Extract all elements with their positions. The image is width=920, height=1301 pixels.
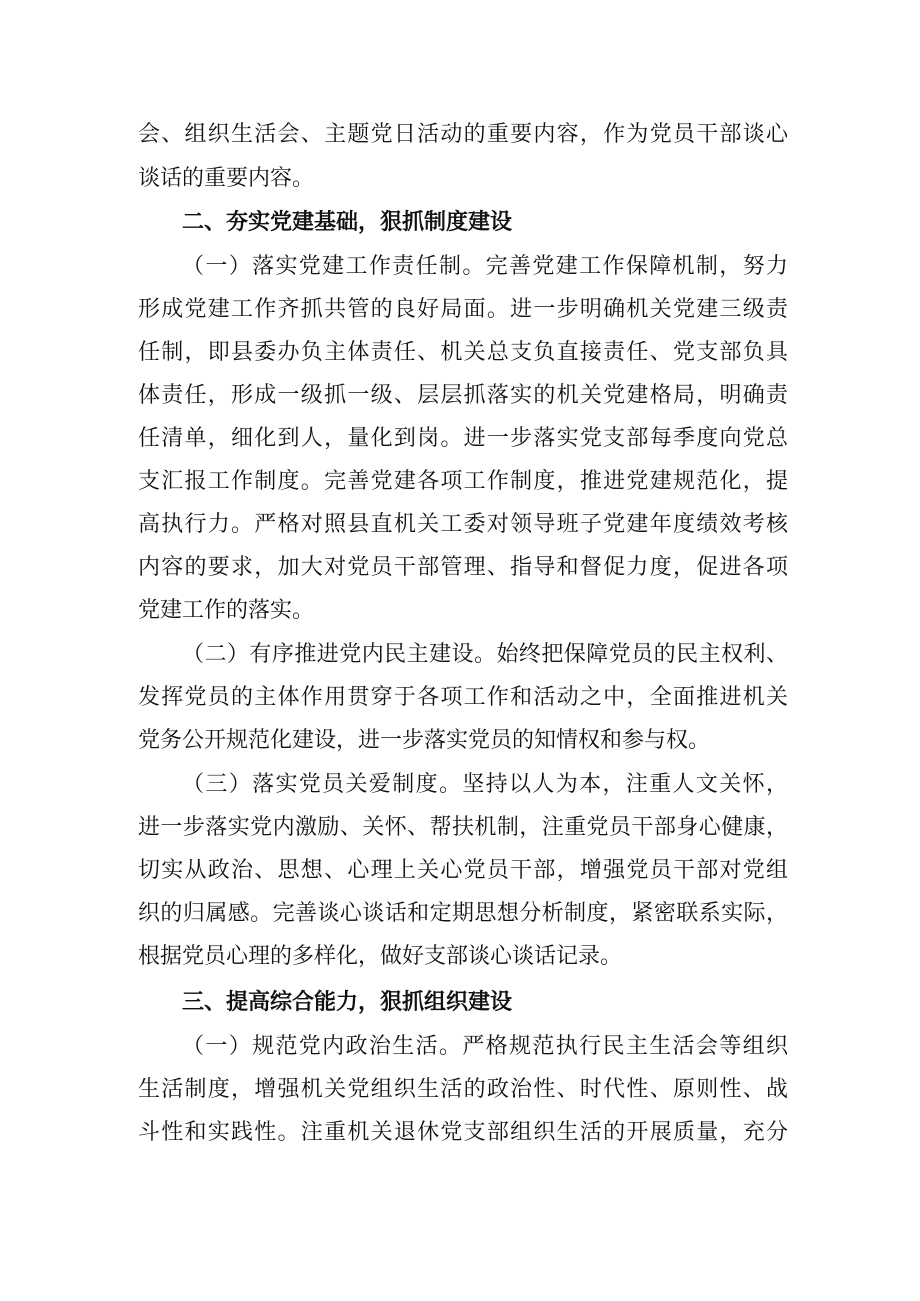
body-text-line: 进一步落实党内激励、关怀、帮扶机制，注重党员干部身心健康， (138, 815, 788, 840)
body-text-line: 发挥党员的主体作用贯穿于各项工作和活动之中，全面推进机关 (138, 685, 788, 710)
body-text-line: 会、组织生活会、主题党日活动的重要内容，作为党员干部谈心 (138, 122, 788, 147)
body-text-line: 党务公开规范化建设，进一步落实党员的知情权和参与权。 (138, 728, 711, 753)
section-heading-2: 二、夯实党建基础，狠抓制度建设 (182, 210, 513, 235)
body-text-line: 高执行力。严格对照县直机关工委对领导班子党建年度绩效考核 (138, 512, 788, 537)
section-heading-3: 三、提高综合能力，狠抓组织建设 (182, 990, 513, 1015)
body-text-line: 党建工作的落实。 (138, 598, 315, 623)
body-text-line: 任制，即县委办负主体责任、机关总支负直接责任、党支部负具 (138, 340, 788, 365)
body-text-line: 体责任，形成一级抓一级、层层抓落实的机关党建格局，明确责 (138, 383, 788, 408)
body-text-line: 斗性和实践性。注重机关退休党支部组织生活的开展质量，充分 (138, 1120, 788, 1145)
paragraph-first-line: （三）落实党员关爱制度。坚持以人为本，注重人文关怀， (182, 772, 788, 797)
body-text-line: 任清单，细化到人，量化到岗。进一步落实党支部每季度向党总 (138, 426, 788, 451)
paragraph-first-line: （一）落实党建工作责任制。完善党建工作保障机制，努力 (182, 254, 788, 279)
body-text-line: 切实从政治、思想、心理上关心党员干部，增强党员干部对党组 (138, 858, 788, 883)
body-text-line: 根据党员心理的多样化，做好支部谈心谈话记录。 (138, 944, 623, 969)
body-text-line: 谈话的重要内容。 (138, 166, 315, 191)
paragraph-first-line: （二）有序推进党内民主建设。始终把保障党员的民主权利、 (182, 642, 788, 667)
paragraph-first-line: （一）规范党内政治生活。严格规范执行民主生活会等组织 (182, 1034, 788, 1059)
body-text-line: 生活制度，增强机关党组织生活的政治性、时代性、原则性、战 (138, 1077, 788, 1102)
body-text-line: 支汇报工作制度。完善党建各项工作制度，推进党建规范化，提 (138, 469, 788, 494)
body-text-line: 内容的要求，加大对党员干部管理、指导和督促力度，促进各项 (138, 555, 788, 580)
body-text-line: 形成党建工作齐抓共管的良好局面。进一步明确机关党建三级责 (138, 297, 788, 322)
body-text-line: 织的归属感。完善谈心谈话和定期思想分析制度，紧密联系实际， (138, 901, 788, 926)
